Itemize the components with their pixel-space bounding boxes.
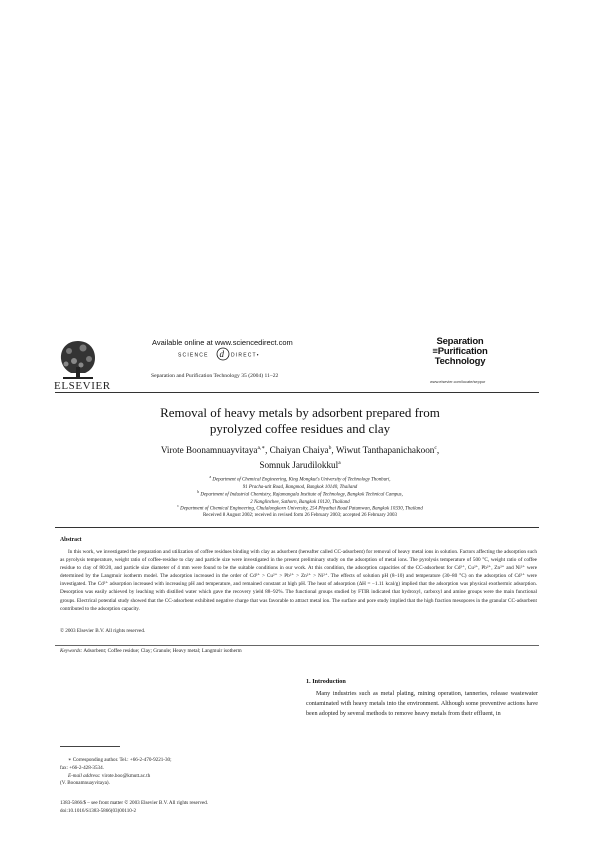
journal-logo-line: Separation	[436, 336, 484, 347]
journal-citation: Separation and Purification Technology 35 (2004) 11–22	[151, 373, 279, 379]
keywords	[60, 648, 242, 654]
svg-text:DIRECT•: DIRECT•	[231, 352, 260, 359]
journal-url-link[interactable]: www.elsevier.com/locate/seppur	[430, 379, 486, 384]
footnote-corresponding: ∗ Corresponding author. Tel.: +66-2-470-9221-30;	[68, 757, 172, 763]
introduction-body: Many industries such as metal plating, mining operation, tanneries, release wastewater contaminated with heavy metals into the environment. Although some preventive actions have been adopted by several methods to remove heavy metals from their effluent, in	[306, 691, 538, 717]
paper-title	[90, 405, 510, 437]
journal-logo-line: ≡Purification	[432, 346, 488, 357]
affiliation-label: a	[209, 475, 212, 479]
abstract-divider	[55, 527, 539, 528]
affiliation-line: Department of Chemical Engineering, King Mongkut's University of Technology Thonburi,	[212, 477, 391, 483]
science-direct-logo	[178, 347, 268, 361]
abstract-fragment: adsorption increased with increasing pH and temperature, and remained constant at high pH. The heat of adsorption (ΔH = −1.11 kcal/g) implied that the adsorption was physical exothermic adsorption. Desorption was easily achieved by leaching with distilled water which gave the recovery yield 88–92%. The functional groups studied by FTIR indicated that hydroxyl, carboxyl and amine groups were the main functional groups. Electrical potential study showed that the CC-adsorbent exhibited negative charge that was favorable to attract metal ion. The surface and pore study implied that the high fraction mesopores in the granular CC-adsorbent contributed to the adsorption capacity.	[60, 581, 538, 612]
author-name: Wiwut Tanthapanichakoon	[335, 445, 435, 456]
abstract-fragment: were investigated. The	[60, 573, 537, 588]
abstract-fragment: Cd²⁺ > Cu²⁺ > Pb²⁺ > Zn²⁺ > Ni²⁺	[249, 573, 328, 580]
received-dates: Received 8 August 2002; received in revised form 26 February 2003; accepted 26 February 2003	[202, 513, 398, 518]
keywords-divider	[55, 645, 539, 646]
affiliation-line: 91 Pracha-utit Road, Bangmod, Bangkok 10140, Thailand	[242, 484, 358, 490]
author-sup: a,∗	[257, 445, 266, 451]
title-line: pyrolyzed coffee residues and clay	[209, 421, 391, 436]
abstract-fragment: were determined by the Langmuir isotherm model. The adsorption increased in the order of	[60, 565, 538, 580]
email-link[interactable]: virote.boo@kmutt.ac.th	[101, 772, 151, 779]
journal-logo	[432, 337, 488, 367]
author-list: Virote Boonamnuayvitaya$^{a,∗}$, Chaiyan Chaiya$^b$, Wiwut Tanthapanichakoon$^c$, Somnuk Jarudilokkul$^a$	[160, 445, 440, 471]
abstract-fragment: . The effects of solution pH (8–10) and temperature (30–80 °C) on the adsorption of	[327, 573, 515, 580]
affiliation-line: 2 Nanglinchee, Sathorn, Bangkok 10120, Thailand	[250, 499, 350, 505]
email-label: E-mail address:	[68, 772, 101, 779]
affiliation-c	[60, 503, 540, 513]
abstract-fragment: Cd²⁺	[514, 573, 525, 580]
affiliation-label: b	[197, 490, 200, 494]
copyright-notice: © 2003 Elsevier B.V. All rights reserved.	[60, 628, 146, 634]
abstract-fragment: Cd²⁺, Cu²⁺, Pb²⁺, Zn²⁺ and Ni²⁺	[454, 565, 526, 572]
footer-issn: 1383-5866/$ – see front matter © 2003 Elsevier B.V. All rights reserved.	[60, 800, 209, 806]
author-sup: c	[434, 445, 437, 451]
author-name: Virote Boonamnuayvitaya	[160, 445, 258, 456]
journal-logo-line: Technology	[434, 356, 486, 367]
author-name: Chaiyan Chaiya	[269, 445, 329, 456]
keywords-label: Keywords:	[60, 648, 83, 654]
publisher-wordmark: ELSEVIER	[54, 380, 111, 392]
author-name: Somnuk Jarudilokkul	[259, 460, 339, 471]
author-sup: b	[328, 445, 332, 451]
footer-doi[interactable]: doi:10.1016/S1383-5866(03)00110-2	[60, 808, 137, 814]
science-direct-text: SCIENCE	[178, 352, 209, 359]
abstract-body	[60, 548, 537, 613]
footnote-divider	[60, 746, 120, 747]
author-sup: a	[338, 460, 341, 467]
keywords-list: Adsorbent; Coffee residue; Clay; Granule; Heavy metal; Langmuir isotherm	[83, 648, 242, 654]
footnotes	[60, 757, 280, 788]
available-online-text: Available online at www.sciencedirect.com	[152, 338, 293, 347]
title-line: Removal of heavy metals by adsorbent prepared from	[160, 405, 440, 420]
affiliation-line: Department of Chemical Engineering, Chulalongkorn University, 254 Phyathai Road Patumwan, Bangkok 10330, Thailand	[180, 506, 423, 512]
affiliation-line: Department of Industrial Chemistry, Rajamangala Institute of Technology, Bangkok Technical Campus,	[200, 492, 403, 498]
footnote-fax: fax: +66-2-428-3534.	[60, 764, 104, 771]
abstract-fragment: In this work, we investigated the preparation and utilization of coffee residues binding with clay as adsorbent (hereafter called CC-adsorbent) for removal of heavy metal ions in solution. Factors affecting the adsorption such as pyrolysis temperature, weight ratio of coffee-residue to clay and particle size were investigated in the present preliminary study on the adsorption of metal ions. The pyrolysis temperature of 500 °C, weight ratio of coffee residue to clay of 80:20, and particle size diameter of 4 mm were found to be the suitable conditions in our work. At this condition, the adsorption capacities of the CC-adsorbent for	[60, 549, 537, 572]
affiliation-label: c	[177, 504, 179, 508]
svg-text:d: d	[219, 349, 224, 359]
footnote-email-name: (V. Boonamnuayvitaya).	[60, 780, 110, 787]
abstract-fragment: Cd²⁺	[97, 581, 109, 588]
header-divider	[55, 392, 539, 393]
section-heading-introduction: 1. Introduction	[306, 678, 346, 685]
abstract-heading: Abstract	[60, 537, 82, 543]
